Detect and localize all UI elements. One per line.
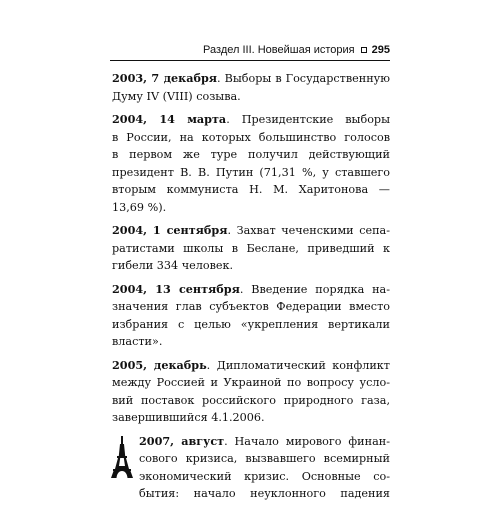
- entry-text: . Введение порядка на-: [239, 282, 390, 296]
- text-line: бытия: начало неуклонного падения: [139, 487, 390, 500]
- text-line: вторым коммуниста Н. М. Харитонова —: [112, 183, 390, 196]
- text-line: завершившийся 4.1.2006.: [112, 411, 265, 424]
- entry-date: 2004, 14 марта: [112, 112, 227, 126]
- entry-date: 2004, 1 сентября: [112, 223, 228, 237]
- entry-text: . Выборы в Государственную: [217, 72, 390, 85]
- entry-text: . Начало мирового финан-: [224, 434, 390, 448]
- text-line: ратистами школы в Беслане, приведший к: [112, 241, 390, 255]
- header-rule: [110, 60, 390, 61]
- square-bullet-icon: [361, 47, 367, 53]
- chronology-entry: [112, 433, 390, 503]
- eiffel-tower-icon: [110, 436, 134, 478]
- entry-text: . Президентские выборы: [226, 113, 390, 126]
- entry-date: 2003, 7 декабря: [112, 71, 218, 85]
- chronology-entry: [112, 111, 390, 216]
- text-line: [112, 222, 390, 240]
- text-line: экономический кризис. Основные со-: [139, 469, 390, 483]
- entry-date: 2007, август: [139, 433, 225, 448]
- section-title: Раздел III. Новейшая история: [203, 44, 355, 56]
- chronology-entry: [112, 357, 390, 427]
- chronology-text: [112, 70, 390, 509]
- page-number: 295: [371, 44, 390, 56]
- text-line: [112, 357, 390, 375]
- text-line: власти».: [112, 335, 163, 348]
- chronology-entry: [112, 222, 390, 275]
- text-line: [112, 433, 390, 451]
- text-line: президент В. В. Путин (71,31 %, у ставшего: [112, 165, 390, 179]
- text-line: [112, 70, 390, 88]
- text-line: [112, 111, 390, 129]
- running-header: [110, 40, 390, 60]
- text-line: вий поставок российского природного газа,: [112, 393, 390, 407]
- entry-text: . Захват чеченскими сепа-: [227, 224, 390, 237]
- text-line: значения глав субъектов Федерации вместо: [112, 300, 390, 313]
- chronology-entry: [112, 281, 390, 351]
- text-line: в первом же туре получил действующий: [112, 148, 390, 161]
- entry-date: 2005, декабрь: [112, 357, 207, 372]
- text-line: между Россией и Украиной по вопросу усло-: [112, 376, 390, 389]
- text-line: сового кризиса, вызвавшего всемирный: [139, 452, 390, 465]
- text-line: избрания с целью «укрепления вертикали: [112, 317, 390, 331]
- text-line: [112, 281, 390, 299]
- text-line: 13,69 %).: [112, 200, 167, 214]
- text-line: гибели 334 человек.: [112, 259, 234, 272]
- chronology-entry: [112, 70, 390, 105]
- entry-date: 2004, 13 сентября: [112, 281, 240, 296]
- entry-text: . Дипломатический конфликт: [206, 358, 390, 372]
- text-line: в России, на которых большинство голосов: [112, 130, 390, 144]
- text-line: Думу IV (VIII) созыва.: [112, 89, 241, 103]
